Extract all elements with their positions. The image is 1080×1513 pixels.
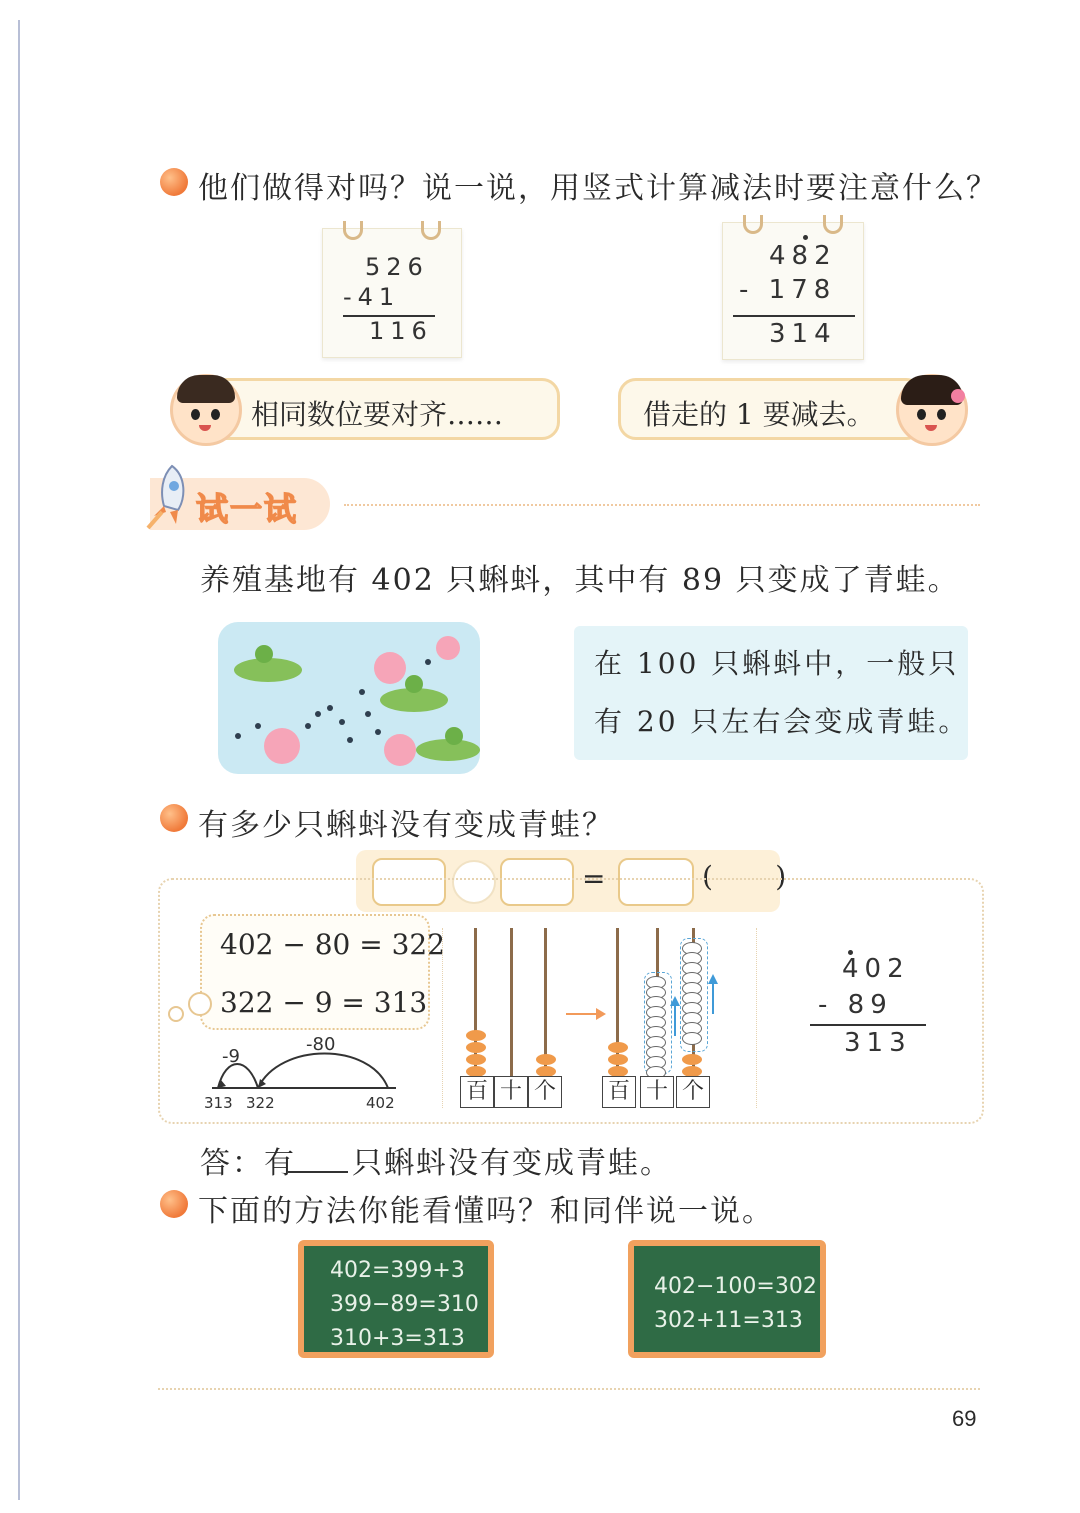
girl-eye	[937, 409, 946, 420]
girl-mouth	[925, 425, 937, 431]
arrow-up-icon	[708, 974, 718, 1018]
chalkboard-right	[628, 1240, 826, 1358]
vertical-result: 313	[844, 1028, 912, 1058]
note-card-left	[322, 228, 462, 358]
method1-line1: 402 − 80 = 322	[220, 928, 446, 961]
abacus-label-ones: 个	[676, 1076, 710, 1108]
answer-prefix: 答：有	[200, 1146, 296, 1181]
note-ring	[823, 215, 843, 234]
bead	[608, 1042, 628, 1053]
unit-parentheses: ( )	[702, 860, 787, 893]
equals-sign: =	[582, 862, 606, 895]
speech-bubble-girl	[618, 378, 924, 440]
question-1: 他们做得对吗？说一说，用竖式计算减法时要注意什么？	[198, 171, 998, 206]
bead	[466, 1030, 486, 1041]
note-left-top: 526	[365, 253, 429, 281]
note-left-result: 116	[369, 317, 433, 345]
info-line-1: 在 100 只蝌蚪中，一般只	[594, 647, 960, 680]
note-ring	[743, 215, 763, 234]
method1-bubble	[200, 914, 446, 1030]
pond-illustration	[218, 622, 480, 774]
note-ring	[343, 221, 363, 240]
boy-hair	[177, 375, 235, 403]
board-left-line-2: 399−89=310	[330, 1292, 479, 1317]
thought-dot	[188, 992, 212, 1016]
info-line-2: 有 20 只左右会变成青蛙。	[594, 705, 970, 738]
bullet-dot	[160, 168, 188, 196]
white-bead	[682, 1032, 702, 1045]
info-box	[574, 626, 968, 760]
borrow-dot	[803, 235, 808, 240]
abacus-rod	[510, 928, 513, 1076]
bead	[536, 1054, 556, 1065]
bullet-dot	[160, 804, 188, 832]
dotted-divider	[344, 504, 980, 506]
rocket-icon	[142, 462, 192, 532]
answer-suffix: 只蝌蚪没有变成青蛙。	[352, 1146, 672, 1181]
note-card-right	[722, 222, 864, 360]
boy-eye	[211, 409, 220, 420]
vertical-calc	[804, 946, 934, 1066]
boy-mouth	[199, 425, 211, 431]
abacus-label-tens: 十	[494, 1076, 528, 1108]
thought-dot	[168, 1006, 184, 1022]
method1-line2: 322 − 9 = 313	[220, 986, 428, 1019]
jump-big-label: -80	[306, 1034, 336, 1055]
board-right-line-2: 302+11=313	[654, 1308, 803, 1333]
bead	[466, 1042, 486, 1053]
bullet-dot	[160, 1190, 188, 1218]
vertical-minus: - 89	[818, 990, 893, 1020]
arrow-up-icon	[670, 996, 680, 1040]
problem-text: 养殖基地有 402 只蝌蚪，其中有 89 只变成了青蛙。	[200, 563, 960, 598]
vertical-top: 402	[842, 954, 910, 984]
speech-bubble-boy	[200, 378, 560, 440]
girl-bow	[951, 389, 965, 403]
abacus-label-ones: 个	[528, 1076, 562, 1108]
abacus-label-hundreds: 百	[460, 1076, 494, 1108]
bead	[682, 1054, 702, 1065]
arrow-right-icon	[566, 1006, 606, 1026]
panel-divider	[756, 928, 757, 1108]
tick-402: 402	[366, 1094, 395, 1112]
answer-blank[interactable]	[288, 1170, 348, 1173]
bubble-girl-text: 借走的 1 要减去。	[643, 398, 875, 431]
girl-avatar	[896, 374, 968, 446]
vertical-line	[810, 1024, 926, 1026]
note-right-minus: - 178	[739, 275, 837, 305]
note-right-line	[733, 315, 855, 317]
girl-eye	[917, 409, 926, 420]
board-right-line-1: 402−100=302	[654, 1274, 817, 1299]
board-left-line-1: 402=399+3	[330, 1258, 465, 1283]
bead	[466, 1054, 486, 1065]
abacus-label-tens: 十	[640, 1076, 674, 1108]
tick-322: 322	[246, 1094, 275, 1112]
note-right-result: 314	[769, 319, 837, 349]
bead	[608, 1054, 628, 1065]
binding-line	[18, 20, 20, 1500]
question-3: 下面的方法你能看懂吗？和同伴说一说。	[198, 1194, 774, 1229]
abacus-label-hundreds: 百	[602, 1076, 636, 1108]
jump-small-label: -9	[222, 1046, 240, 1067]
note-right-top: 482	[769, 241, 837, 271]
board-left-line-3: 310+3=313	[330, 1326, 465, 1351]
panel-divider	[442, 928, 443, 1108]
note-ring	[421, 221, 441, 240]
chalkboard-left	[298, 1240, 494, 1358]
boy-eye	[191, 409, 200, 420]
tick-313: 313	[204, 1094, 233, 1112]
boy-avatar	[170, 374, 242, 446]
bubble-boy-text: 相同数位要对齐……	[251, 398, 504, 431]
section-title: 试一试	[196, 490, 299, 528]
question-2: 有多少只蝌蚪没有变成青蛙？	[198, 808, 614, 843]
page-number: 69	[952, 1406, 977, 1431]
bottom-divider	[158, 1388, 980, 1390]
note-left-minus: -41	[343, 283, 401, 311]
